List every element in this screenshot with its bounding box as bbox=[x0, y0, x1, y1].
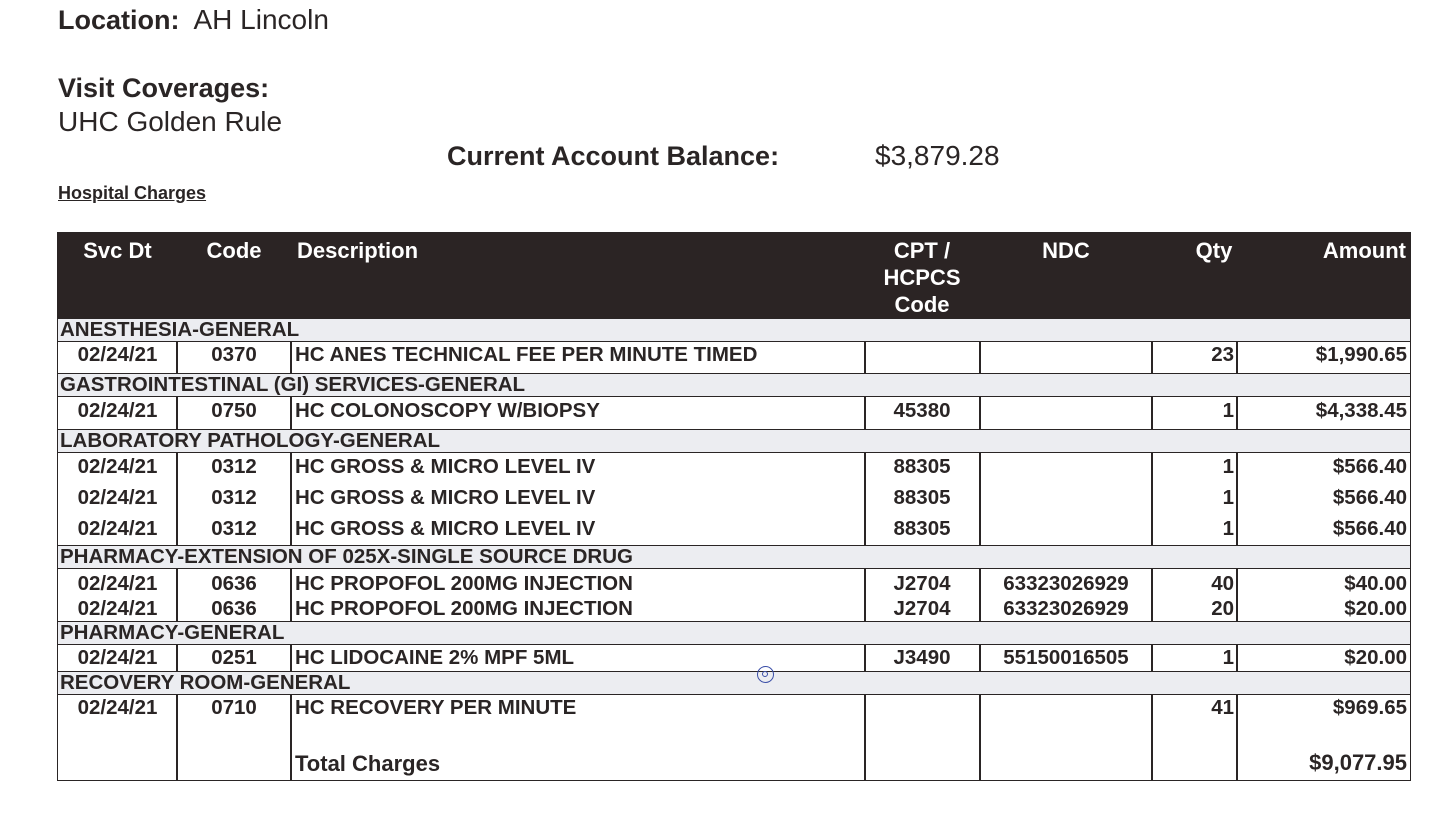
col-header-cpt: CPT / HCPCS Code bbox=[883, 238, 961, 317]
category-label: RECOVERY ROOM-GENERAL bbox=[60, 671, 351, 694]
rev-code-cell: 0750 bbox=[211, 399, 257, 422]
cpt-cell: 88305 bbox=[893, 455, 951, 478]
description-cell: HC ANES TECHNICAL FEE PER MINUTE TIMED bbox=[295, 343, 758, 366]
svc-date-cell: 02/24/21 bbox=[77, 455, 158, 478]
svc-date-cell: 02/24/21 bbox=[77, 486, 158, 509]
ndc-cell: 63323026929 bbox=[1003, 572, 1129, 595]
rev-code-cell: 0710 bbox=[211, 696, 257, 719]
category-band bbox=[58, 373, 1410, 397]
rev-code-cell: 0312 bbox=[211, 486, 257, 509]
cpt-cell: J2704 bbox=[893, 597, 951, 620]
category-band bbox=[58, 318, 1410, 342]
qty-cell: 1 bbox=[1222, 646, 1234, 669]
location-line bbox=[58, 4, 329, 36]
rev-code-cell: 0636 bbox=[211, 572, 257, 595]
account-balance-value: $3,879.28 bbox=[875, 140, 1000, 171]
visit-coverages-value: UHC Golden Rule bbox=[58, 106, 283, 137]
amount-cell: $566.40 bbox=[1332, 486, 1407, 509]
qty-cell: 1 bbox=[1222, 399, 1234, 422]
column-divider bbox=[864, 695, 866, 780]
description-cell: HC COLONOSCOPY W/BIOPSY bbox=[295, 399, 600, 422]
total-charges-amount: $9,077.95 bbox=[1309, 750, 1407, 775]
qty-cell: 20 bbox=[1211, 597, 1234, 620]
category-label: LABORATORY PATHOLOGY-GENERAL bbox=[60, 429, 441, 452]
ndc-cell: 55150016505 bbox=[1003, 646, 1129, 669]
qty-cell: 40 bbox=[1211, 572, 1234, 595]
category-band bbox=[58, 671, 1410, 695]
svc-date-cell: 02/24/21 bbox=[77, 696, 158, 719]
svc-date-cell: 02/24/21 bbox=[77, 572, 158, 595]
cpt-cell: J3490 bbox=[893, 646, 951, 669]
category-label: ANESTHESIA-GENERAL bbox=[60, 318, 300, 341]
rev-code-cell: 0312 bbox=[211, 517, 257, 540]
description-cell: HC RECOVERY PER MINUTE bbox=[295, 696, 577, 719]
description-cell: HC GROSS & MICRO LEVEL IV bbox=[295, 517, 596, 540]
qty-cell: 1 bbox=[1222, 455, 1234, 478]
location-label: Location: bbox=[58, 5, 180, 35]
category-band bbox=[58, 429, 1410, 453]
col-header-qty: Qty bbox=[1195, 238, 1233, 263]
col-header-amount: Amount bbox=[1322, 238, 1406, 263]
description-cell: HC PROPOFOL 200MG INJECTION bbox=[295, 597, 633, 620]
category-label: GASTROINTESTINAL (GI) SERVICES-GENERAL bbox=[60, 373, 526, 396]
category-label: PHARMACY-EXTENSION OF 025X-SINGLE SOURCE DRUG bbox=[60, 545, 633, 568]
qty-cell: 23 bbox=[1211, 343, 1234, 366]
description-cell: HC PROPOFOL 200MG INJECTION bbox=[295, 572, 633, 595]
amount-cell: $4,338.45 bbox=[1315, 399, 1407, 422]
account-balance-label: Current Account Balance: bbox=[447, 141, 780, 171]
amount-cell: $969.65 bbox=[1332, 696, 1407, 719]
location-value: AH Lincoln bbox=[193, 4, 329, 35]
category-label: PHARMACY-GENERAL bbox=[60, 621, 285, 644]
description-cell: HC GROSS & MICRO LEVEL IV bbox=[295, 455, 596, 478]
amount-cell: $1,990.65 bbox=[1315, 343, 1407, 366]
qty-cell: 1 bbox=[1222, 486, 1234, 509]
category-band bbox=[58, 545, 1410, 569]
table-header bbox=[58, 233, 1410, 319]
col-header-description: Description bbox=[297, 238, 419, 263]
hospital-charges-link[interactable]: Hospital Charges bbox=[58, 183, 207, 203]
rev-code-cell: 0312 bbox=[211, 455, 257, 478]
ndc-cell: 63323026929 bbox=[1003, 597, 1129, 620]
rev-code-cell: 0251 bbox=[211, 646, 257, 669]
visit-coverages-label: Visit Coverages: bbox=[58, 73, 270, 103]
svc-date-cell: 02/24/21 bbox=[77, 597, 158, 620]
qty-cell: 1 bbox=[1222, 517, 1234, 540]
cpt-cell: J2704 bbox=[893, 572, 951, 595]
description-cell: HC GROSS & MICRO LEVEL IV bbox=[295, 486, 596, 509]
col-header-ndc: NDC bbox=[1042, 238, 1090, 263]
svc-date-cell: 02/24/21 bbox=[77, 646, 158, 669]
col-header-code: Code bbox=[206, 238, 262, 263]
svc-date-cell: 02/24/21 bbox=[77, 517, 158, 540]
amount-cell: $20.00 bbox=[1344, 646, 1407, 669]
total-charges-label: Total Charges bbox=[295, 751, 441, 776]
cpt-cell: 45380 bbox=[893, 399, 951, 422]
description-cell: HC LIDOCAINE 2% MPF 5ML bbox=[295, 646, 575, 669]
svc-date-cell: 02/24/21 bbox=[77, 399, 158, 422]
qty-cell: 41 bbox=[1211, 696, 1234, 719]
category-band bbox=[58, 621, 1410, 645]
charges-table bbox=[57, 232, 1411, 781]
cpt-cell: 88305 bbox=[893, 517, 951, 540]
rev-code-cell: 0636 bbox=[211, 597, 257, 620]
rev-code-cell: 0370 bbox=[211, 343, 257, 366]
amount-cell: $40.00 bbox=[1344, 572, 1407, 595]
amount-cell: $566.40 bbox=[1332, 455, 1407, 478]
amount-cell: $20.00 bbox=[1344, 597, 1407, 620]
column-divider bbox=[979, 695, 981, 780]
amount-cell: $566.40 bbox=[1332, 517, 1407, 540]
svc-date-cell: 02/24/21 bbox=[77, 343, 158, 366]
cpt-cell: 88305 bbox=[893, 486, 951, 509]
cursor-icon bbox=[757, 666, 774, 683]
col-header-svc-dt: Svc Dt bbox=[83, 238, 152, 263]
